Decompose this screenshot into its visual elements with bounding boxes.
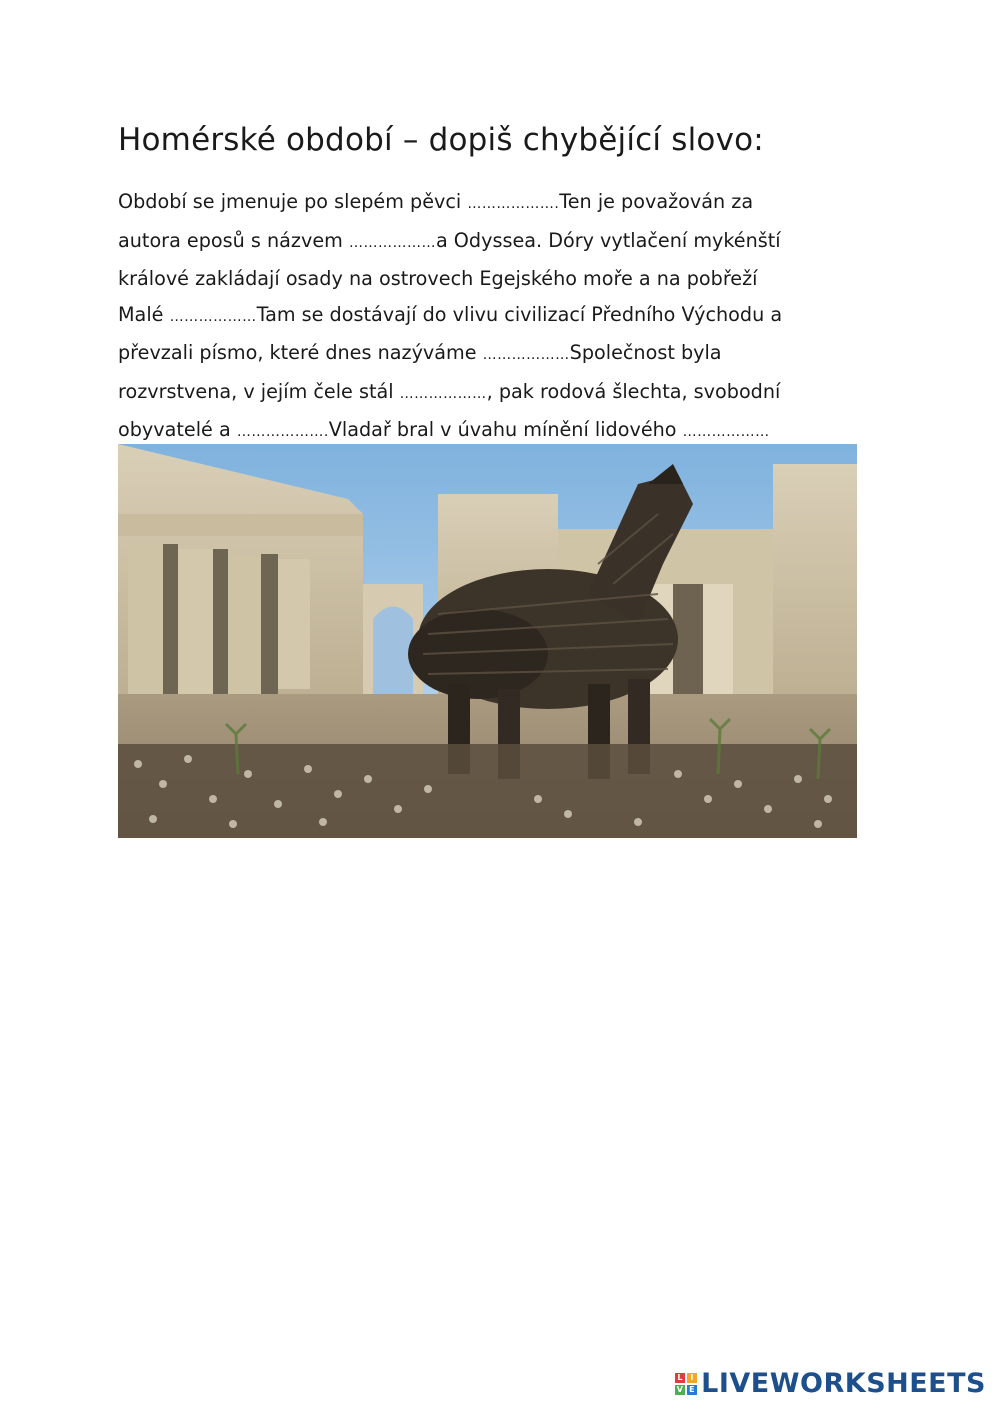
answer-blank-7[interactable]: ……………… xyxy=(682,424,770,440)
trojan-horse-photo xyxy=(118,444,857,838)
text-line: autora eposů s názvem ………………a Odyssea. Dóry vytlačení mykénští xyxy=(118,223,898,262)
fill-in-paragraph xyxy=(118,184,898,451)
answer-blank-3[interactable]: ……………… xyxy=(169,308,257,325)
text-line: Období se jmenuje po slepém pěvci ……………….Ten je považován za xyxy=(118,184,898,223)
text-line: rozvrstvena, v jejím čele stál ………………, pak rodová šlechta, svobodní xyxy=(118,374,898,413)
answer-blank-1[interactable]: ………………. xyxy=(467,196,560,212)
answer-blank-4[interactable]: ……………… xyxy=(482,347,570,363)
text-line: převzali písmo, které dnes nazýváme ………………Společnost byla xyxy=(118,335,898,374)
answer-blank-6[interactable]: ………………. xyxy=(236,424,329,440)
brand-name: LIVEWORKSHEETS xyxy=(701,1368,986,1399)
liveworksheets-logo-icon: L I V E xyxy=(675,1373,697,1395)
text-line: králové zakládají osady na ostrovech Egejského moře a na pobřeží xyxy=(118,267,758,290)
answer-blank-5[interactable]: ……………… xyxy=(399,385,487,402)
liveworksheets-brand xyxy=(675,1368,986,1399)
text-line: Malé ………………Tam se dostávají do vlivu civilizací Předního Východu a xyxy=(118,297,898,336)
text-line: obyvatelé a ……………….Vladař bral v úvahu mínění lidového ……………… xyxy=(118,412,898,451)
answer-blank-2[interactable]: ……………… xyxy=(348,234,436,251)
worksheet-title: Homérské období – dopiš chybějící slovo: xyxy=(118,122,764,158)
